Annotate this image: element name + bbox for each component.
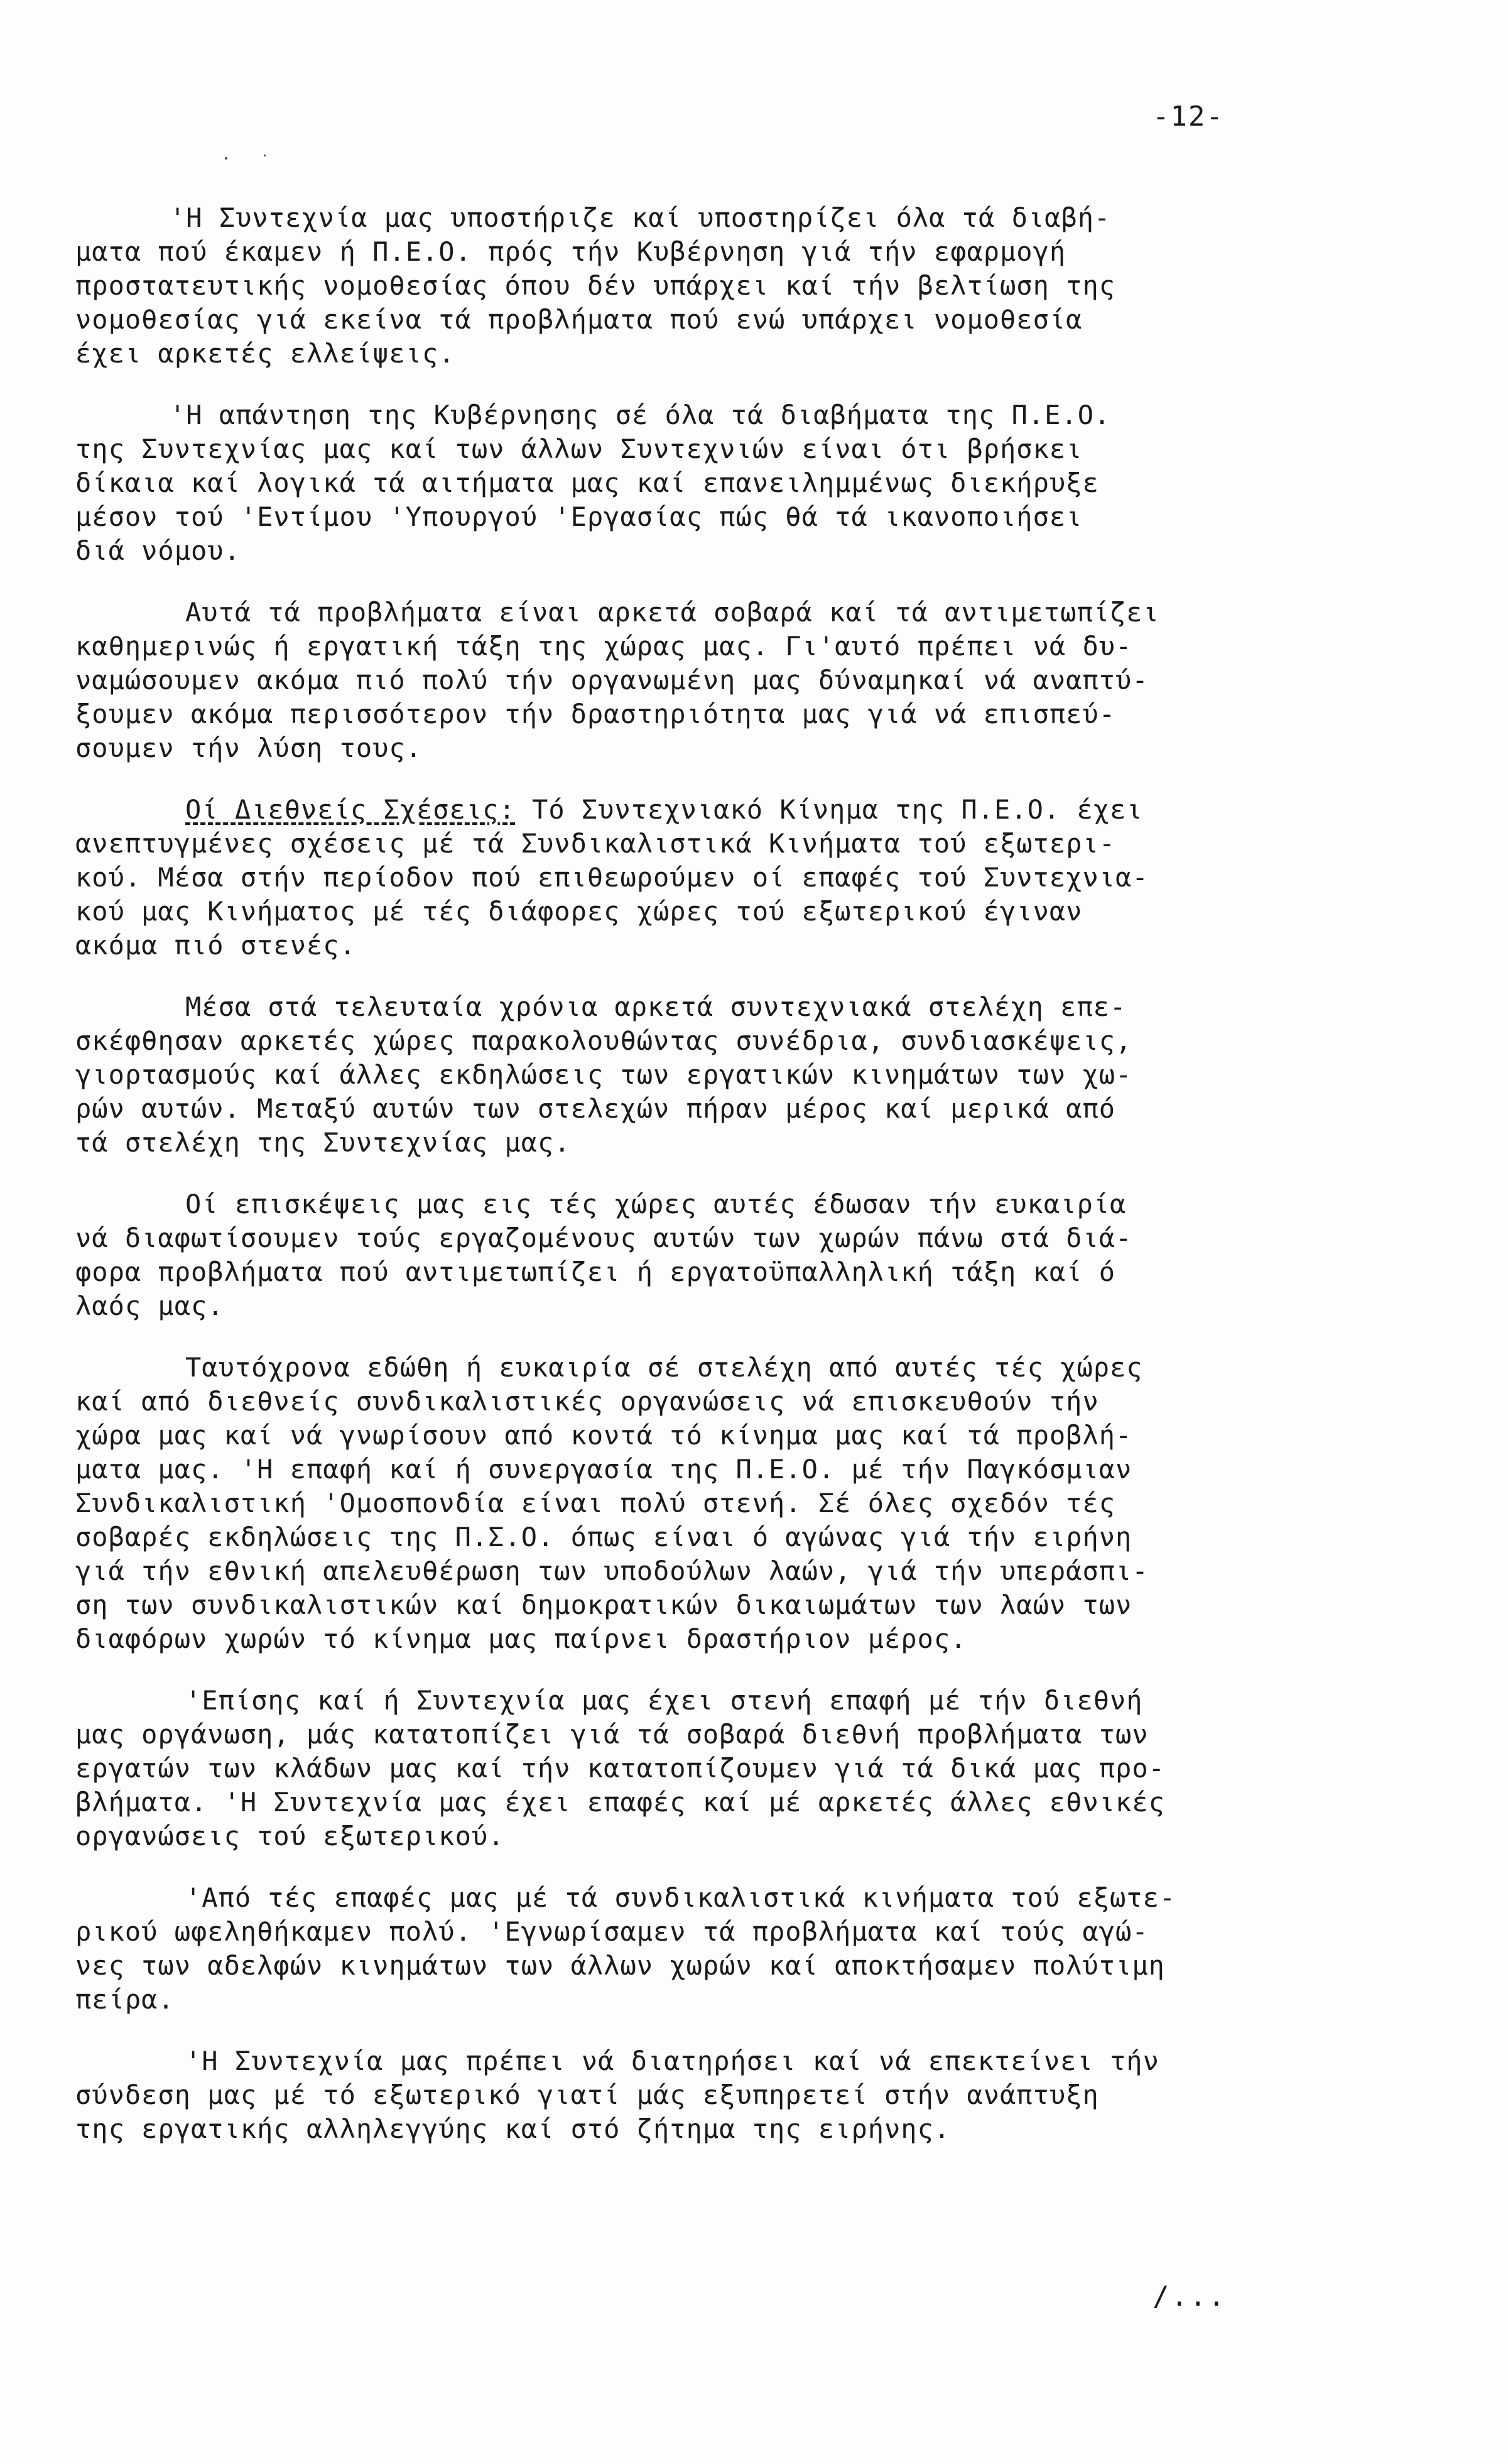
paragraph-6: [75, 1187, 1319, 1323]
text-line: εργατών των κλάδων μας καί τήν κατατοπίζουμεν γιά τά δικά μας προ-: [75, 1753, 1165, 1784]
text-line: δίκαια καί λογικά τά αιτήματα μας καί επανειλημμένως διεκήρυξε: [75, 467, 1099, 498]
text-line: της Συντεχνίας μας καί των άλλων Συντεχνιών είναι ότι βρήσκει: [75, 433, 1083, 464]
text-line: Αυτά τά προβλήματα είναι αρκετά σοβαρά καί τά αντιμετωπίζει: [185, 597, 1159, 628]
text-line: Τό Συντεχνιακό Κίνημα της Π.Ε.Ο. έχει: [532, 794, 1143, 825]
text-line: γιά τήν εθνική απελευθέρωση των υποδούλων λαών, γιά τήν υπεράσπι-: [75, 1556, 1149, 1586]
text-line: ακόμα πιό στενές.: [75, 930, 356, 961]
scan-speck: [225, 157, 227, 160]
text-line: ματα πού έκαμεν ή Π.Ε.Ο. πρός τήν Κυβέρνηση γιά τήν εφαρμογή: [75, 236, 1066, 267]
paragraph-3: [75, 596, 1319, 765]
text-line: ματα μας. 'Η επαφή καί ή συνεργασία της Π.Ε.Ο. μέ τήν Παγκόσμιαν: [75, 1454, 1132, 1485]
text-line: ρικού ωφεληθήκαμεν πολύ. 'Εγνωρίσαμεν τά προβλήματα καί τούς αγώ-: [75, 1916, 1149, 1947]
text-line: Συνδικαλιστική 'Ομοσπονδία είναι πολύ στενή. Σέ όλες σχεδόν τές: [75, 1488, 1116, 1518]
text-line: Οί επισκέψεις μας εις τές χώρες αυτές έδωσαν τήν ευκαιρία: [185, 1189, 1127, 1219]
text-line: νά διαφωτίσουμεν τούς εργαζομένους αυτών των χωρών πάνω στά διά-: [75, 1223, 1132, 1253]
paragraph-7: [75, 1351, 1319, 1656]
text-line: σοβαρές εκδηλώσεις της Π.Σ.Ο. όπως είναι ό αγώνας γιά τήν ειρήνη: [75, 1522, 1132, 1552]
paragraph-9: [75, 1881, 1319, 2017]
paragraph-international-relations: [75, 793, 1319, 962]
text-line: γιορτασμούς καί άλλες εκδηλώσεις των εργατικών κινημάτων των χω-: [75, 1059, 1132, 1090]
text-line: ση των συνδικαλιστικών καί δημοκρατικών δικαιωμάτων των λαών των: [75, 1589, 1132, 1620]
paragraph-1: [75, 201, 1319, 371]
text-line: έχει αρκετές ελλείψεις.: [75, 338, 455, 369]
text-line: ανεπτυγμένες σχέσεις μέ τά Συνδικαλιστικά Κινήματα τού εξωτερι-: [75, 828, 1116, 859]
text-line: νες των αδελφών κινημάτων των άλλων χωρών καί αποκτήσαμεν πολύτιμη: [75, 1950, 1165, 1981]
text-line: Ταυτόχρονα εδώθη ή ευκαιρία σέ στελέχη από αυτές τές χώρες: [185, 1352, 1143, 1383]
text-line: διά νόμου.: [75, 535, 241, 566]
text-line: 'Η Συντεχνία μας πρέπει νά διατηρήσει καί νά επεκτείνει τήν: [185, 2046, 1159, 2076]
text-line: κού. Μέσα στήν περίοδον πού επιθεωρούμεν οί επαφές τού Συντεχνια-: [75, 862, 1149, 893]
paragraph-10: [75, 2044, 1319, 2146]
text-line: σύνδεση μας μέ τό εξωτερικό γιατί μάς εξυπηρετεί στήν ανάπτυξη: [75, 2080, 1099, 2110]
paragraph-5: [75, 990, 1319, 1160]
text-line: βλήματα. 'Η Συντεχνία μας έχει επαφές καί μέ αρκετές άλλες εθνικές: [75, 1787, 1165, 1818]
section-heading-line: [75, 793, 1319, 827]
text-line: ρών αυτών. Μεταξύ αυτών των στελεχών πήραν μέρος καί μερικά από: [75, 1093, 1116, 1124]
text-line: σκέφθησαν αρκετές χώρες παρακολουθώντας συνέδρια, συνδιασκέψεις,: [75, 1025, 1132, 1056]
continuation-mark: /...: [1153, 2281, 1227, 2313]
text-line: λαός μας.: [75, 1290, 224, 1321]
text-line: χώρα μας καί νά γνωρίσουν από κοντά τό κίνημα μας καί τά προβλή-: [75, 1420, 1132, 1451]
text-line: μας οργάνωση, μάς κατατοπίζει γιά τά σοβαρά διεθνή προβλήματα των: [75, 1719, 1149, 1750]
text-line: προστατευτικής νομοθεσίας όπου δέν υπάρχει καί τήν βελτίωση της: [75, 270, 1116, 301]
text-line: 'Η απάντηση της Κυβέρνησης σέ όλα τά διαβήματα της Π.Ε.Ο.: [170, 400, 1111, 430]
paragraph-8: [75, 1684, 1319, 1853]
text-line: ξουμεν ακόμα περισσότερον τήν δραστηριότητα μας γιά νά επισπεύ-: [75, 699, 1116, 729]
text-line: σουμεν τήν λύση τους.: [75, 733, 423, 763]
text-line: νομοθεσίας γιά εκείνα τά προβλήματα πού ενώ υπάρχει νομοθεσία: [75, 304, 1083, 335]
text-line: φορα προβλήματα πού αντιμετωπίζει ή εργατοϋπαλληλική τάξη καί ό: [75, 1257, 1116, 1287]
scan-speck: [264, 155, 266, 156]
text-line: Μέσα στά τελευταία χρόνια αρκετά συντεχνιακά στελέχη επε-: [185, 991, 1127, 1022]
text-line: 'Από τές επαφές μας μέ τά συνδικαλιστικά κινήματα τού εξωτε-: [185, 1882, 1176, 1913]
text-line: καθημερινώς ή εργατική τάξη της χώρας μας. Γι'αυτό πρέπει νά δυ-: [75, 631, 1132, 662]
text-line: της εργατικής αλληλεγγύης καί στό ζήτημα της ειρήνης.: [75, 2113, 951, 2144]
section-heading: Οί Διεθνείς Σχέσεις:: [185, 794, 516, 825]
text-line: κού μας Κινήματος μέ τές διάφορες χώρες τού εξωτερικού έγιναν: [75, 896, 1083, 927]
page-number: -12-: [1153, 101, 1224, 133]
body-text: [75, 201, 1319, 2174]
text-line: 'Η Συντεχνία μας υποστήριζε καί υποστηρίζει όλα τά διαβή-: [170, 202, 1111, 233]
text-line: μέσον τού 'Εντίμου 'Υπουργού 'Εργασίας πώς θά τά ικανοποιήσει: [75, 501, 1083, 532]
text-line: τά στελέχη της Συντεχνίας μας.: [75, 1127, 571, 1158]
text-line: διαφόρων χωρών τό κίνημα μας παίρνει δραστήριον μέρος.: [75, 1623, 967, 1654]
text-line: οργανώσεις τού εξωτερικού.: [75, 1821, 505, 1851]
text-line: καί από διεθνείς συνδικαλιστικές οργανώσεις νά επισκευθούν τήν: [75, 1386, 1099, 1417]
text-line: 'Επίσης καί ή Συντεχνία μας έχει στενή επαφή μέ τήν διεθνή: [185, 1685, 1143, 1716]
text-line: πείρα.: [75, 1984, 175, 2015]
text-line: ναμώσουμεν ακόμα πιό πολύ τήν οργανωμένη μας δύναμηκαί νά αναπτύ-: [75, 665, 1149, 695]
paragraph-2: [75, 398, 1319, 568]
